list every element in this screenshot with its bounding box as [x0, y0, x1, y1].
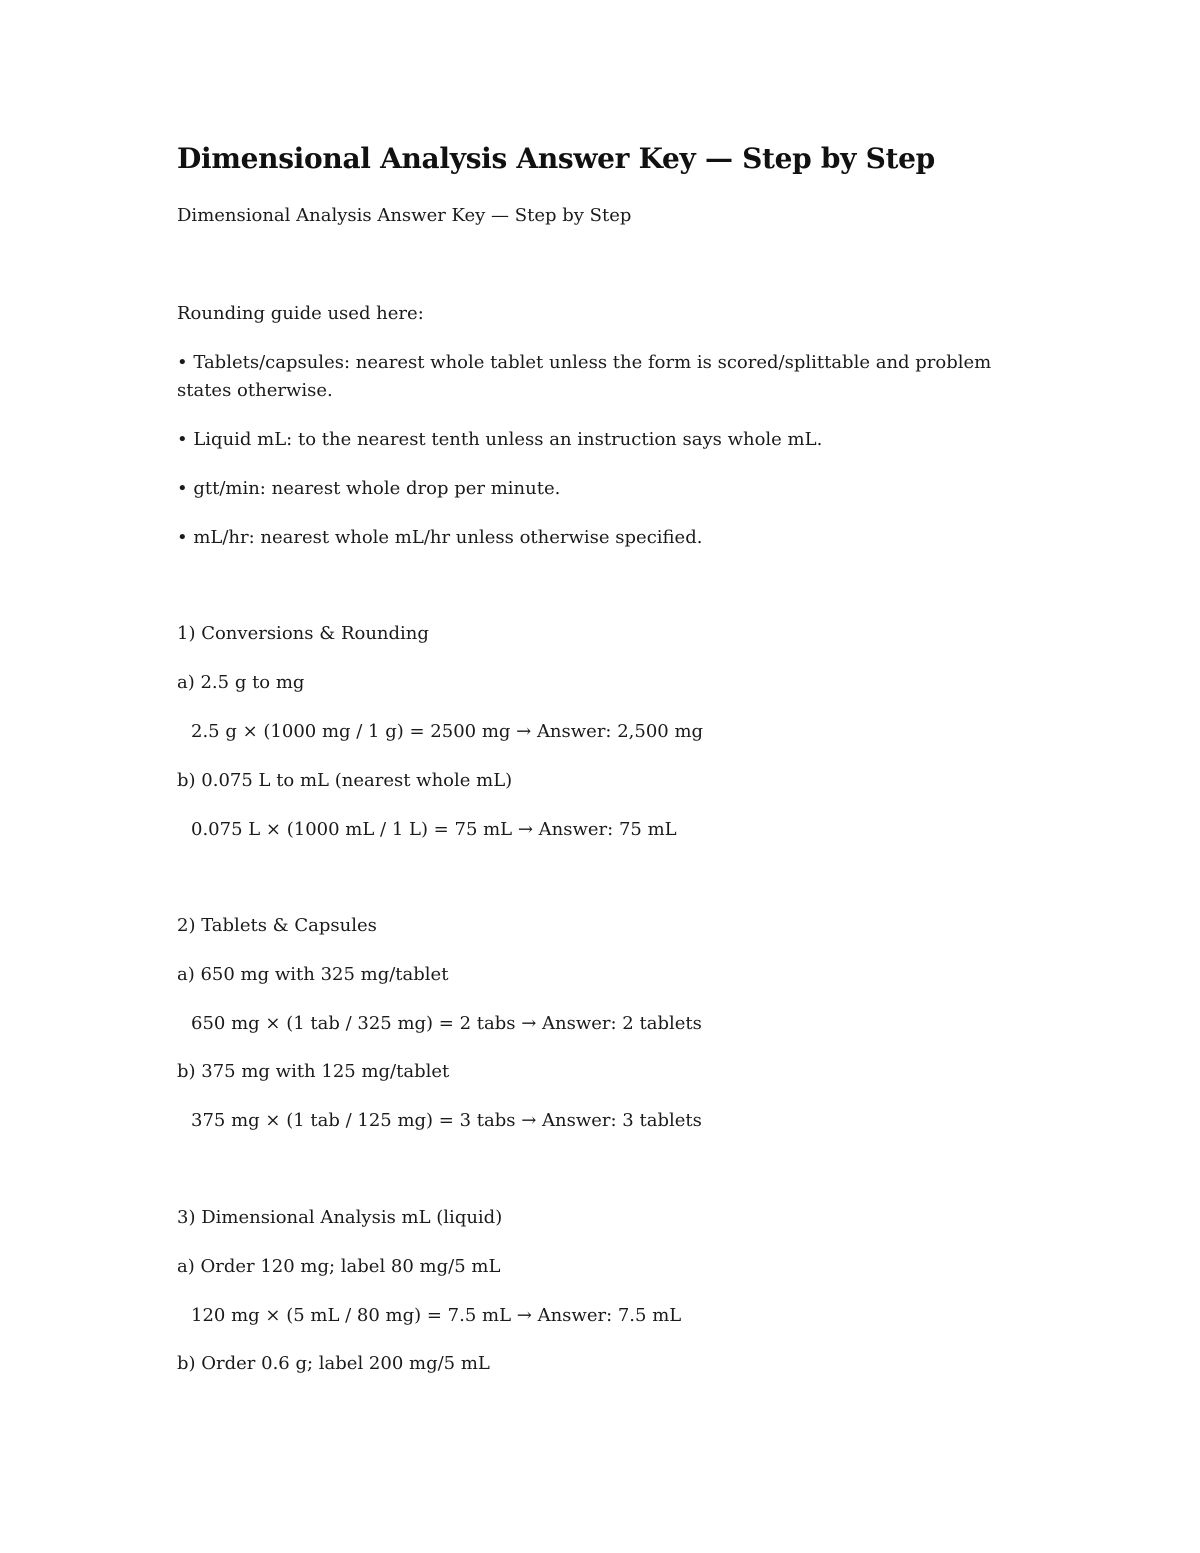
section-heading: 1) Conversions & Rounding	[177, 623, 429, 644]
problem-work: 0.075 L × (1000 mL / 1 L) = 75 mL → Answer: 75 mL	[191, 819, 677, 840]
problem-question: a) 2.5 g to mg	[177, 672, 305, 693]
problem-question: b) 375 mg with 125 mg/tablet	[177, 1061, 450, 1082]
rounding-item-gtt: • gtt/min: nearest whole drop per minute.	[177, 478, 561, 499]
problem-question: b) 0.075 L to mL (nearest whole mL)	[177, 770, 513, 791]
document-subtitle: Dimensional Analysis Answer Key — Step by Step	[177, 205, 632, 226]
rounding-item-mlhr: • mL/hr: nearest whole mL/hr unless otherwise specified.	[177, 527, 703, 548]
section-heading: 3) Dimensional Analysis mL (liquid)	[177, 1207, 503, 1228]
problem-work: 120 mg × (5 mL / 80 mg) = 7.5 mL → Answer: 7.5 mL	[191, 1305, 682, 1326]
rounding-item-liquid: • Liquid mL: to the nearest tenth unless an instruction says whole mL.	[177, 429, 823, 450]
problem-work: 2.5 g × (1000 mg / 1 g) = 2500 mg → Answer: 2,500 mg	[191, 721, 704, 742]
document-title: Dimensional Analysis Answer Key — Step by Step	[177, 142, 935, 175]
problem-question: a) Order 120 mg; label 80 mg/5 mL	[177, 1256, 501, 1277]
problem-question: a) 650 mg with 325 mg/tablet	[177, 964, 449, 985]
problem-question: b) Order 0.6 g; label 200 mg/5 mL	[177, 1353, 490, 1374]
rounding-heading: Rounding guide used here:	[177, 303, 424, 324]
problem-work: 375 mg × (1 tab / 125 mg) = 3 tabs → Answer: 3 tablets	[191, 1110, 702, 1131]
problem-work: 650 mg × (1 tab / 325 mg) = 2 tabs → Answer: 2 tablets	[191, 1013, 702, 1034]
rounding-item-tablets: • Tablets/capsules: nearest whole tablet unless the form is scored/splittable and problem states otherwise.	[177, 352, 992, 401]
section-heading: 2) Tablets & Capsules	[177, 915, 377, 936]
